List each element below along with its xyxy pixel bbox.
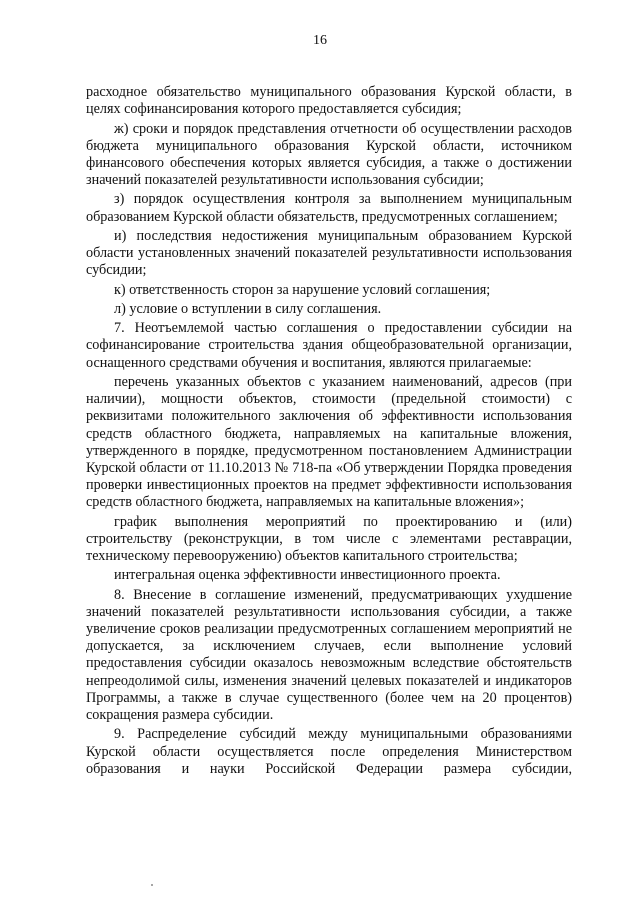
paragraph-item-k: к) ответственность сторон за нарушение условий соглашения; <box>114 281 491 298</box>
paragraph-clause-8: 8. Внесение в соглашение изменений, предусматривающих ухудшение значений показателей результативности использования субсидии, а также увеличение сроков реализации предусмотренных соглашением мероприятий не допускается, за исключением случаев, если выполнение условий предоставления субсидии оказалось невозможным вследствие обстоятельств непреодолимой силы, изменения значений целевых показателей и индикаторов Программы, а также в случае существенного (более чем на 20 процентов) сокращения размера субсидии. <box>86 586 572 724</box>
paragraph-objects-list: перечень указанных объектов с указанием наименований, адресов (при наличии), мощности объектов, стоимости (предельной стоимости) с реквизитами положительного заключения об эффективности использования средств областного бюджета, направляемых на капитальные вложения, утвержденного в порядке, предусмотренном постановлением Администрации Курской области от 11.10.2013 № 718-па «Об утверждении Порядка проведения проверки инвестиционных проектов на предмет эффективности использования средств областного бюджета, направляемых на капитальные вложения»; <box>86 373 572 511</box>
paragraph-schedule: график выполнения мероприятий по проектированию и (или) строительству (реконструкции, в том числе с элементами реставрации, техническому перевооружению) объектов капитального строительства; <box>86 513 572 565</box>
paragraph-subsidy-obligation: расходное обязательство муниципального образования Курской области, в целях софинансирования которого предоставляется субсидия; <box>86 84 572 118</box>
scan-artifact <box>151 884 153 886</box>
page-number: 16 <box>313 33 327 48</box>
paragraph-integral-assessment: интегральная оценка эффективности инвестиционного проекта. <box>114 567 501 584</box>
paragraph-item-z: з) порядок осуществления контроля за выполнением муниципальным образованием Курской области обязательств, предусмотренных соглашением; <box>86 191 572 225</box>
paragraph-item-i: и) последствия недостижения муниципальным образованием Курской области установленных значений показателей результативности использования субсидии; <box>86 227 572 279</box>
document-body <box>86 84 572 780</box>
paragraph-clause-7: 7. Неотъемлемой частью соглашения о предоставлении субсидии на софинансирование строительства здания общеобразовательной организации, оснащенного средствами обучения и воспитания, являются прилагаемые: <box>86 320 572 371</box>
paragraph-item-zh: ж) сроки и порядок представления отчетности об осуществлении расходов бюджета муниципального образования Курской области, источником финансового обеспечения которых является субсидия, а также о достижении значений показателей результативности использования субсидии; <box>86 120 572 189</box>
paragraph-clause-9: 9. Распределение субсидий между муниципальными образованиями Курской области осуществляется после определения Министерством образования и науки Российской Федерации размера субсидии, <box>86 726 572 777</box>
paragraph-item-l: л) условие о вступлении в силу соглашения. <box>114 300 382 317</box>
